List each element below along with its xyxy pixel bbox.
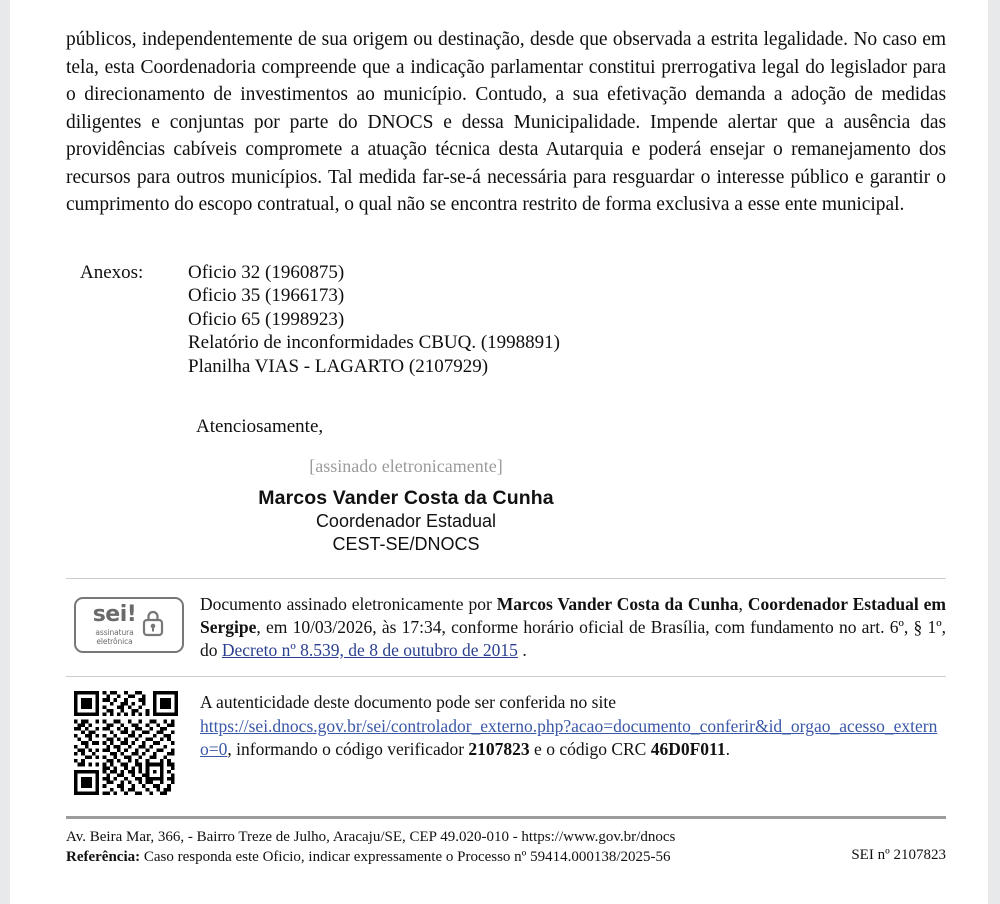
authenticity-intro: A autenticidade deste documento pode ser conferida no site: [200, 692, 616, 712]
sei-badge: [74, 597, 184, 653]
signer-unit: CEST-SE/DNOCS: [332, 534, 480, 554]
stamp-separator: ,: [738, 594, 748, 614]
decree-link[interactable]: Decreto nº 8.539, de 8 de outubro de 2015: [221, 640, 518, 660]
stamp-signer-role: Coordenador Estadual em Sergipe: [200, 594, 947, 637]
footer-reference: [66, 847, 851, 867]
body-paragraph: públicos, independentemente de sua origem ou destinação, desde que observada a estrita legalidade. No caso em tela, esta Coordenadoria compreende que a indicação parlamentar constitui prerrogativa legal do legislador para o direcionamento de investimentos ao município. Contudo, a sua efetivação demanda a adoção de medidas diligentes e conjuntas por parte do DNOCS e dessa Municipalidade. Impende alertar que a ausência das providências cabíveis compromete a atuação técnica desta Autarquia e poderá ensejar o remanejamento dos recursos para outros municípios. Tal medida far-se-á necessária para resguardar o interesse público e garantir o cumprimento do escopo contratual, o qual não se encontra restrito de forma exclusiva a esse ente municipal.: [66, 29, 946, 215]
attachments-list: [188, 261, 946, 379]
document-content: [66, 0, 946, 867]
footer-left: [66, 827, 851, 867]
authenticity-url-link[interactable]: https://sei.dnocs.gov.br/sei/controlador_externo.php?acao=documento_conferir&id_orgao_acesso_externo=0: [200, 715, 938, 759]
signature-block: [66, 456, 946, 556]
list-item: Relatório de inconformidades CBUQ. (1998891): [188, 332, 561, 353]
document-page: [10, 0, 988, 904]
stamp-text-prefix: Documento assinado eletronicamente por: [200, 594, 497, 614]
qr-code-icon: [74, 691, 178, 800]
footer-reference-text: Caso responda este Oficio, indicar expressamente o Processo nº 59414.000138/2025-56: [140, 849, 671, 865]
list-item: Oficio 65 (1998923): [188, 308, 345, 330]
stamp-text-suffix: .: [517, 640, 527, 660]
footer-reference-label: Referência:: [66, 849, 141, 865]
footer-sei-number: SEI nº 2107823: [851, 847, 946, 863]
authenticity-mid-text: , informando o código verificador: [227, 739, 469, 759]
attachments-label: Anexos:: [80, 261, 144, 283]
list-item: Planilha VIAS - LAGARTO (2107929): [188, 355, 489, 377]
stamp-date-clause: , em 10/03/2026, às 17:34, conforme horário oficial de Brasília, com fundamento no art. 6º, § 1º, do: [200, 617, 946, 660]
sei-signature-stamp: [66, 579, 946, 676]
footer-address: Av. Beira Mar, 366, - Bairro Treze de Julho, Aracaju/SE, CEP 49.020-010 - https://www.gov.br/dnocs: [66, 829, 676, 845]
crc-code: 46D0F011: [650, 739, 726, 759]
list-item: Oficio 35 (1966173): [188, 285, 345, 306]
page-gutter-right: [988, 0, 1000, 904]
sei-logo-text: sei!: [92, 602, 137, 627]
list-item: Oficio 32 (1960875): [188, 261, 345, 283]
crc-prefix: e o código CRC: [529, 739, 651, 759]
signed-electronically-note: [assinado eletronicamente]: [309, 456, 503, 476]
signature-stamp-text: [184, 593, 946, 662]
sei-badge-text: [93, 604, 137, 646]
sei-badge-subtitle: [95, 628, 133, 646]
stamp-signer-name: Marcos Vander Costa da Cunha: [496, 594, 739, 614]
verification-code: 2107823: [468, 739, 530, 759]
page-footer: [66, 819, 946, 867]
page-gutter-left: [0, 0, 10, 904]
closing-salutation: Atenciosamente,: [196, 416, 324, 437]
sei-badge-subtitle-line1: assinatura: [95, 628, 134, 637]
sei-badge-subtitle-line2: eletrônica: [96, 637, 133, 646]
padlock-icon: [141, 609, 165, 642]
authenticity-text: [178, 691, 946, 762]
signer-name: Marcos Vander Costa da Cunha: [258, 487, 554, 509]
signer-role: Coordenador Estadual: [315, 511, 497, 531]
authenticity-section: [66, 677, 946, 816]
attachments-section: [66, 261, 946, 379]
authenticity-period: .: [725, 739, 730, 759]
